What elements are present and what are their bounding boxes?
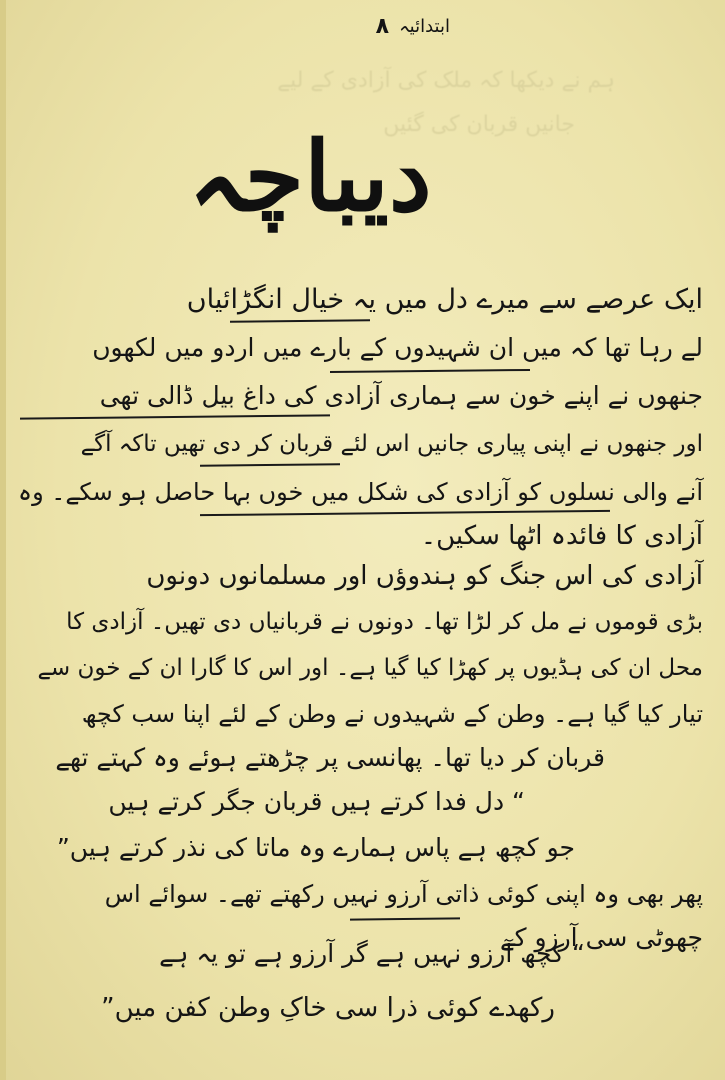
bleed-through-text: ہم نے دیکھا کہ ملک کی آزادی کے لیے [277,68,615,93]
text-line: محل ان کی ہڈیوں پر کھڑا کیا گیا ہے۔ اور اس کا گارا ان کے خون سے [37,655,703,681]
text-line: جنھوں نے اپنے خون سے ہماری آزادی کی داغ بیل ڈالی تھی [99,381,703,410]
text-line: پھر بھی وہ اپنی کوئی ذاتی آرزو نہیں رکھتے تھے۔ سوائے اس [104,880,703,908]
text-line: اور جنھوں نے اپنی پیاری جانیں اس لئے قربان کر دی تھیں تاکہ آگے [80,431,703,457]
verse-line: “ کچھ آرزو نہیں ہے گر آرزو ہے تو یہ ہے [159,939,585,968]
bleed-through-text: جانیں قربان کی گئیں [383,112,575,137]
text-line: بڑی قوموں نے مل کر لڑا تھا۔ دونوں نے قربانیاں دی تھیں۔ آزادی کا [66,609,703,635]
page-title: دیباچہ [188,120,432,233]
text-line: ایک عرصے سے میرے دل میں یہ خیال انگڑائیاں [186,284,703,315]
verse-line: “ دل فدا کرتے ہیں قربان جگر کرتے ہیں [108,787,525,816]
text-line: آنے والی نسلوں کو آزادی کی شکل میں خوں بہا حاصل ہو سکے۔ وہ [18,478,703,506]
verse-line: جو کچھ ہے پاس ہمارے وہ ماتا کی نذر کرتے ہیں” [56,833,575,862]
text-line: لے رہا تھا کہ میں ان شہیدوں کے بارے میں اردو میں لکھوں [92,333,703,362]
section-label: ابتدائیہ [399,15,450,37]
text-line: آزادی کی اس جنگ کو ہندوؤں اور مسلمانوں دونوں [146,561,703,591]
page-number: ۸ [375,13,390,39]
verse-line: رکھدے کوئی ذرا سی خاکِ وطن کفن میں” [101,993,555,1023]
text-line: تیار کیا گیا ہے۔ وطن کے شہیدوں نے وطن کے لئے اپنا سب کچھ [81,700,703,728]
text-line: آزادی کا فائدہ اٹھا سکیں۔ [420,521,703,551]
text-line: چھوٹی سی آرزو کے [499,923,703,952]
text-line: قربان کر دیا تھا۔ پھانسی پر چڑھتے ہوئے وہ کہتے تھے [55,743,605,772]
